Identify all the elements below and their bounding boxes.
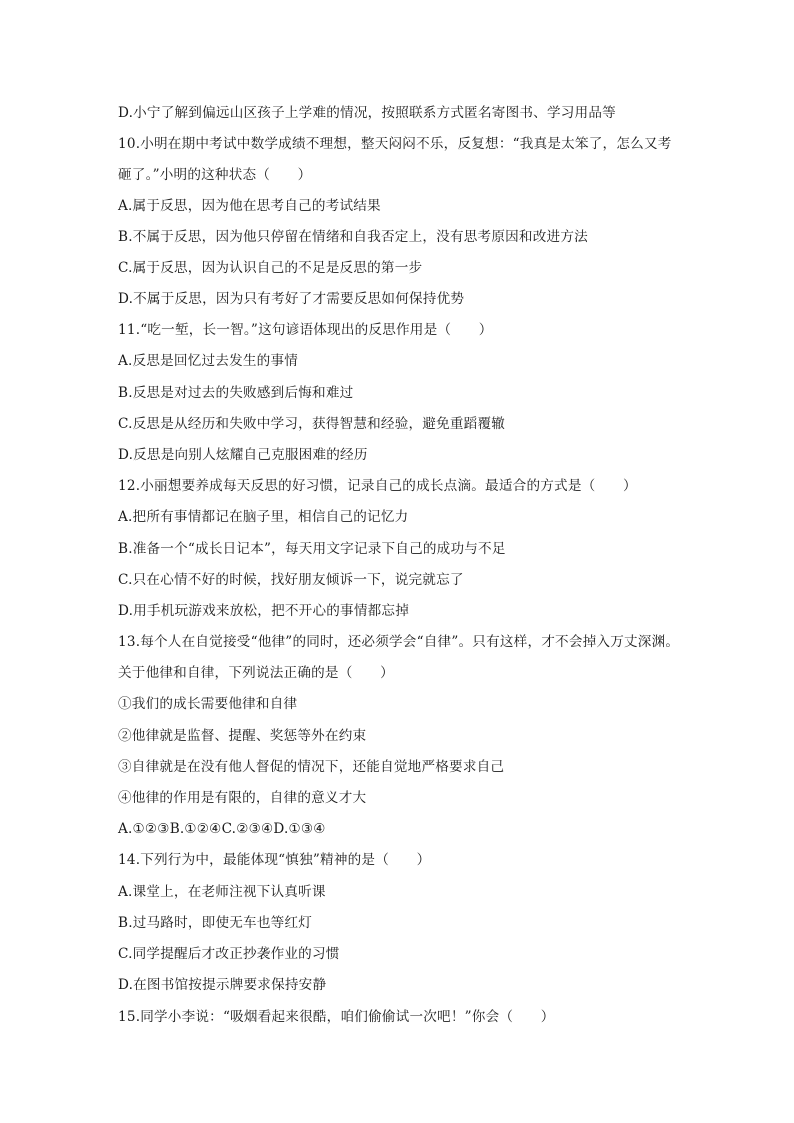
option-b-q10: B.不属于反思，因为他只停留在情绪和自我否定上，没有思考原因和改进方法 <box>118 229 588 245</box>
question-13-stem: 13.每个人在自觉接受“他律”的同时，还必须学会“自律”。只有这样，才不会掉入万丈深渊。 <box>118 634 680 650</box>
option-a-q10: A.属于反思，因为他在思考自己的考试结果 <box>118 198 381 214</box>
question-15-stem: 15.同学小李说：“吸烟看起来很酷，咱们偷偷试一次吧！”你会（ ） <box>118 1009 555 1025</box>
option-b-q12: B.准备一个“成长日记本”，每天用文字记录下自己的成功与不足 <box>118 541 506 557</box>
question-13-stem-cont: 关于他律和自律，下列说法正确的是（ ） <box>118 665 394 681</box>
question-10-stem-cont: 砸了。”小明的这种状态（ ） <box>118 167 312 183</box>
option-d-q12: D.用手机玩游戏来放松，把不开心的事情都忘掉 <box>118 603 410 619</box>
options-q13: A.①②③B.①②④C.②③④D.①③④ <box>118 821 326 837</box>
question-10-stem: 10.小明在期中考试中数学成绩不理想，整天闷闷不乐，反复想：“我真是太笨了，怎么又考 <box>118 136 672 152</box>
question-14-stem: 14.下列行为中，最能体现“慎独”精神的是（ ） <box>118 852 431 868</box>
option-c-q10: C.属于反思，因为认识自己的不足是反思的第一步 <box>118 260 423 276</box>
option-c-q12: C.只在心情不好的时候，找好朋友倾诉一下，说完就忘了 <box>118 572 464 588</box>
option-b-q11: B.反思是对过去的失败感到后悔和难过 <box>118 385 354 401</box>
option-b-q14: B.过马路时，即使无车也等红灯 <box>118 915 313 931</box>
option-d-q11: D.反思是向别人炫耀自己克服困难的经历 <box>118 447 368 463</box>
option-c-q14: C.同学提醒后才改正抄袭作业的习惯 <box>118 946 340 962</box>
statement-4-q13: ④他律的作用是有限的，自律的意义才大 <box>118 790 367 806</box>
statement-2-q13: ②他律就是监督、提醒、奖惩等外在约束 <box>118 728 367 744</box>
option-c-q11: C.反思是从经历和失败中学习，获得智慧和经验，避免重蹈覆辙 <box>118 416 506 432</box>
option-a-q11: A.反思是回忆过去发生的事情 <box>118 353 299 369</box>
question-12-stem: 12.小丽想要养成每天反思的好习惯，记录自己的成长点滴。最适合的方式是（ ） <box>118 478 637 494</box>
option-a-q12: A.把所有事情都记在脑子里，相信自己的记忆力 <box>118 509 409 525</box>
option-d-q14: D.在图书馆按提示牌要求保持安静 <box>118 977 327 993</box>
option-a-q14: A.课堂上，在老师注视下认真听课 <box>118 884 326 900</box>
statement-3-q13: ③自律就是在没有他人督促的情况下，还能自觉地严格要求自己 <box>118 759 505 775</box>
option-d-q10: D.不属于反思，因为只有考好了才需要反思如何保持优势 <box>118 291 465 307</box>
question-11-stem: 11.“吃一堑，长一智。”这句谚语体现出的反思作用是（ ） <box>118 322 493 338</box>
option-d-q9: D.小宁了解到偏远山区孩子上学难的情况，按照联系方式匿名寄图书、学习用品等 <box>118 105 616 121</box>
statement-1-q13: ①我们的成长需要他律和自律 <box>118 696 298 712</box>
